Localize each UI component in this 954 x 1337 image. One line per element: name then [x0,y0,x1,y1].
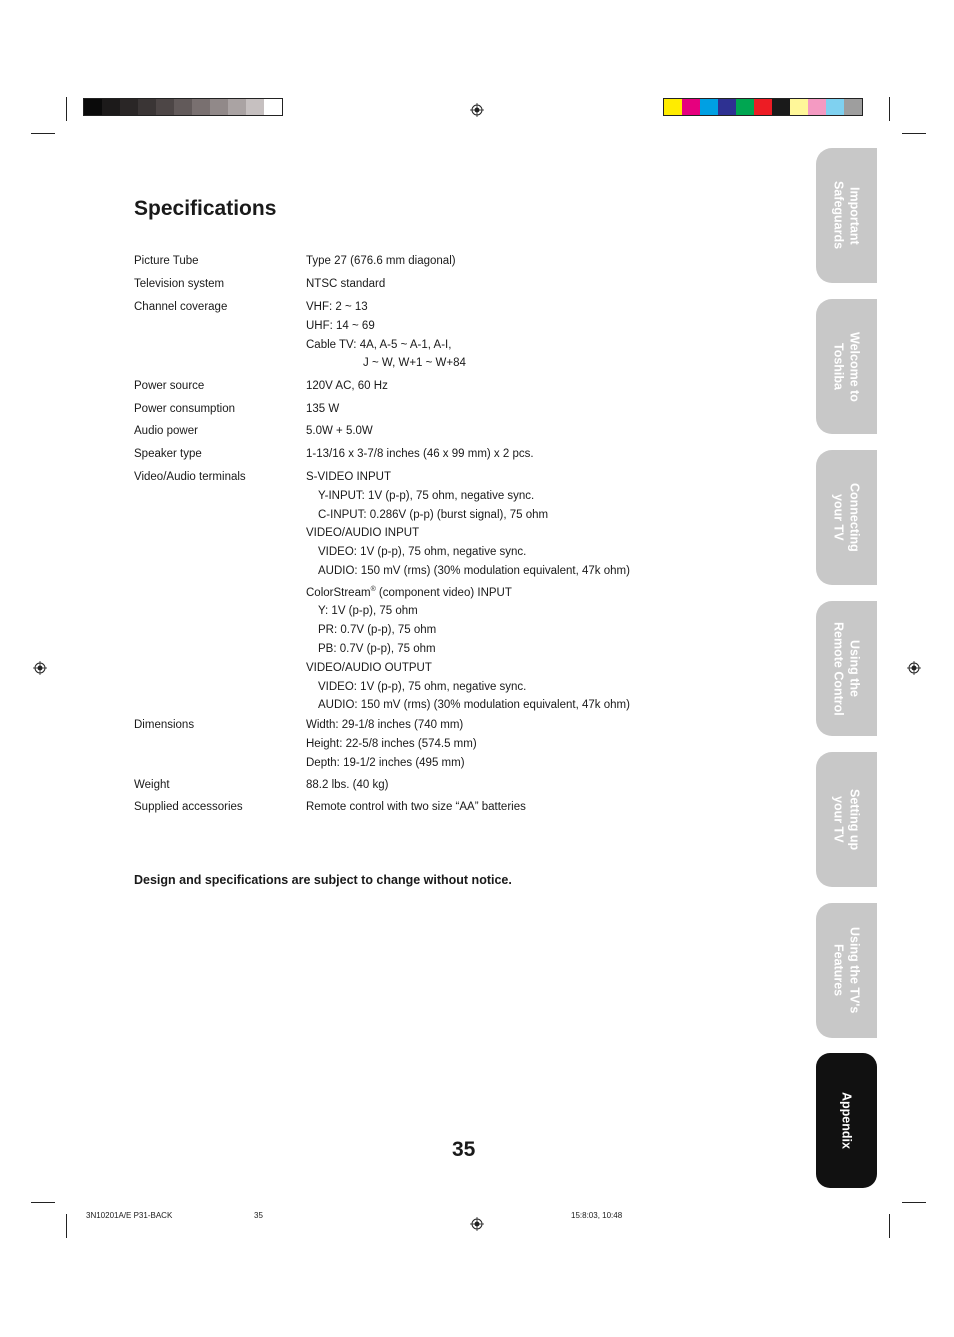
spec-value [306,422,373,441]
footer-page: 35 [254,1211,263,1220]
spec-value-line: Cable TV: 4A, A-5 ~ A-1, A-I, [306,338,452,351]
registration-target-icon [470,1217,484,1231]
footer-timestamp: 15:8:03, 10:48 [571,1211,623,1220]
spec-value-line: S-VIDEO INPUT [306,471,391,483]
color-swatch [682,99,700,115]
grayscale-color-bar [83,98,283,116]
spec-value [306,298,466,373]
color-swatch [174,99,192,115]
spec-value-line: VIDEO/AUDIO INPUT [306,527,420,540]
color-swatch [120,99,138,115]
spec-row [134,445,534,464]
spec-value-line: 5.0W + 5.0W [306,425,373,437]
spec-value-line: PB: 0.7V (p-p), 75 ohm [318,643,436,655]
spec-value-line: NTSC standard [306,278,386,290]
color-swatch [664,99,682,115]
notice-text: Design and specifications are subject to change without notice. [134,873,512,887]
spec-value [306,252,456,271]
color-swatch [790,99,808,115]
spec-row [134,298,466,373]
spec-value-line: Y-INPUT: 1V (p-p), 75 ohm, negative sync. [318,489,535,502]
color-swatch [228,99,246,115]
registration-target-icon [907,661,921,675]
color-swatch [808,99,826,115]
crop-mark [889,97,890,121]
color-swatch [138,99,156,115]
spec-value-line: PR: 0.7V (p-p), 75 ohm [318,624,437,637]
spec-value-line: VIDEO: 1V (p-p), 75 ohm, negative sync. [318,680,527,693]
spec-label: Dimensions [134,719,195,731]
color-swatch [210,99,228,115]
registration-target-icon [470,103,484,117]
spec-row [134,275,385,294]
color-swatch [192,99,210,115]
tab-welcome-to-toshiba[interactable] [816,299,877,434]
spec-value-line: VIDEO: 1V (p-p), 75 ohm, negative sync. [318,546,527,559]
spec-value [306,377,388,396]
color-swatch [736,99,754,115]
color-swatch [84,99,102,115]
spec-label: Audio power [134,425,198,437]
spec-row [134,716,477,772]
spec-value-line: VHF: 2 ~ 13 [306,301,368,313]
tab-label: Setting up your TV [831,788,862,851]
spec-row [134,776,388,795]
color-swatch [156,99,174,115]
spec-row [134,377,388,396]
crop-mark [66,97,67,121]
spec-value-line: Remote control with two size “AA” batteries [306,801,526,813]
spec-value-line: AUDIO: 150 mV (rms) (30% modulation equivalent, 47k ohm) [318,699,630,712]
crop-mark [889,1214,890,1238]
spec-value-line: C-INPUT: 0.286V (p-p) (burst signal), 75 ohm [318,508,549,521]
spec-label: Video/Audio terminals [134,471,246,483]
color-swatch [246,99,264,115]
tab-setting-up-your-tv[interactable] [816,752,877,887]
spec-label: Weight [134,779,170,791]
spec-value-line: 135 W [306,403,340,415]
spec-value-line: 120V AC, 60 Hz [306,380,388,392]
tab-connecting-your-tv[interactable] [816,450,877,585]
tab-label: Using the TV's Features [831,927,862,1014]
spec-value-line: Depth: 19-1/2 inches (495 mm) [306,756,465,769]
color-swatch [718,99,736,115]
spec-label: Power source [134,380,205,392]
page-number: 35 [452,1138,476,1161]
spec-value [306,716,477,772]
spec-value [306,468,630,715]
color-swatch [826,99,844,115]
crop-mark [902,133,926,134]
tab-using-the-remote-control[interactable] [816,601,877,736]
spec-value-line: UHF: 14 ~ 69 [306,319,375,332]
spec-value [306,275,385,294]
crop-mark [66,1214,67,1238]
spec-value [306,445,534,464]
color-swatch [844,99,862,115]
spec-value-line: Height: 22-5/8 inches (574.5 mm) [306,737,477,750]
spec-value-line: Y: 1V (p-p), 75 ohm [318,605,418,618]
tab-label: Important Safeguards [831,181,862,250]
spec-row [134,400,339,419]
spec-value-line: 1-13/16 x 3-7/8 inches (46 x 99 mm) x 2 pcs. [306,448,534,460]
spec-value-line: VIDEO/AUDIO OUTPUT [306,661,432,674]
spec-row [134,468,630,715]
color-swatch [754,99,772,115]
tab-label: Using the Remote Control [831,621,862,716]
spec-row [134,252,456,271]
spec-row [134,422,373,441]
spec-label: Speaker type [134,448,202,460]
spec-value-line: 88.2 lbs. (40 kg) [306,779,389,791]
color-swatch [264,99,282,115]
color-swatch [700,99,718,115]
tab-label: Appendix [839,1092,854,1149]
color-swatch [102,99,120,115]
spec-label: Channel coverage [134,301,228,313]
tab-label: Welcome to Toshiba [831,331,862,402]
registration-target-icon [33,661,47,675]
tab-appendix[interactable] [816,1053,877,1188]
spec-value [306,776,388,795]
spec-label: Power consumption [134,403,235,415]
spec-label: Television system [134,278,225,290]
crop-mark [902,1202,926,1203]
spec-label: Picture Tube [134,255,199,267]
crop-mark [31,133,55,134]
spec-value-line: J ~ W, W+1 ~ W+84 [363,357,466,370]
spec-value-line: ColorStream® (component video) INPUT [306,585,512,599]
color-swatch [772,99,790,115]
spec-value-line: Width: 29-1/8 inches (740 mm) [306,719,464,731]
spec-value [306,400,339,419]
spec-row [134,798,526,817]
tab-using-the-tv-s-features[interactable] [816,903,877,1038]
spec-value-line: AUDIO: 150 mV (rms) (30% modulation equivalent, 47k ohm) [318,564,630,577]
page-title: Specifications [134,197,277,220]
spec-label: Supplied accessories [134,801,243,813]
crop-mark [31,1202,55,1203]
footer-file-code: 3N10201A/E P31-BACK [86,1211,173,1220]
tab-label: Connecting your TV [831,483,862,552]
spec-value [306,798,526,817]
tab-important-safeguards[interactable] [816,148,877,283]
spec-value-line: Type 27 (676.6 mm diagonal) [306,255,456,267]
process-color-bar [663,98,863,116]
